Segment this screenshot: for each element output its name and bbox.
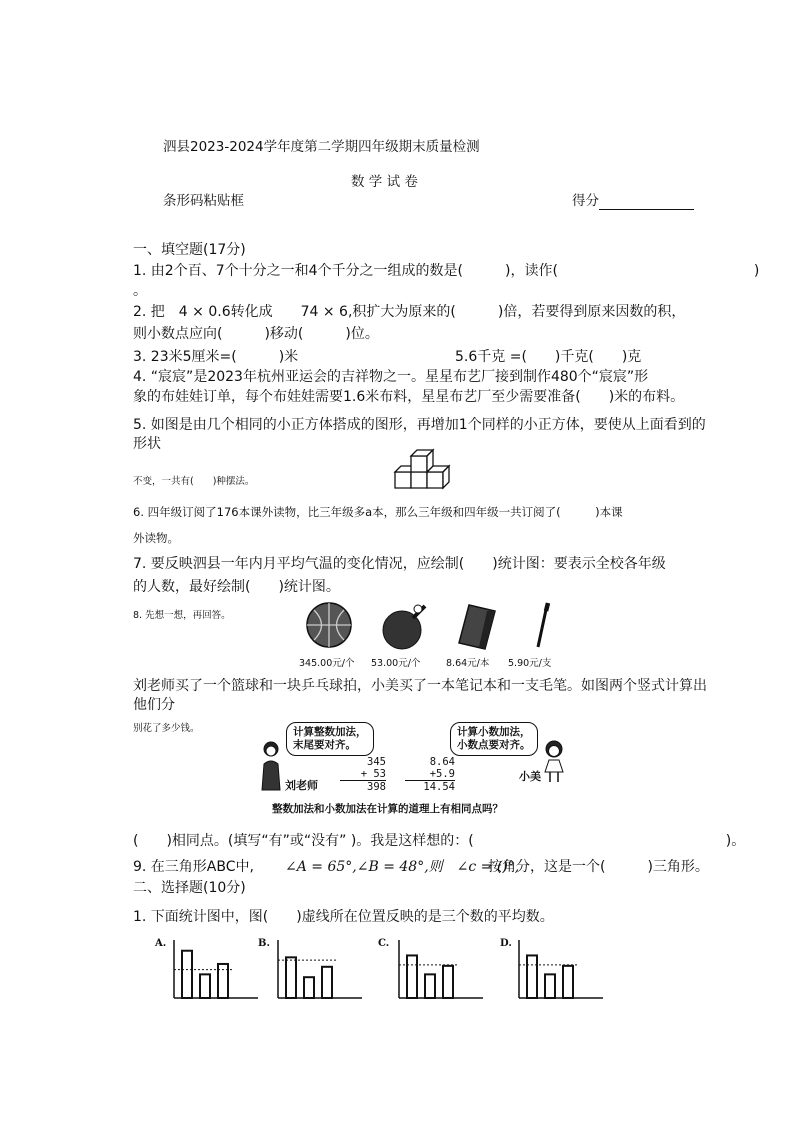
notebook-image	[457, 603, 497, 651]
girl-figure	[540, 738, 568, 786]
chart-b-bar-1	[286, 957, 296, 998]
girl-speech-bubble	[450, 722, 538, 756]
option-label-c[interactable]: C.	[378, 938, 390, 949]
q7-line2: 的人数，最好绘制( )统计图。	[133, 579, 340, 595]
teacher-label: 刘老师	[285, 779, 318, 792]
chart-option-c	[397, 940, 487, 1002]
q9-part1: 9. 在三角形ABC中,	[133, 859, 254, 875]
q8-text-line3: 别花了多少钱。	[133, 723, 200, 734]
calc-right	[405, 756, 455, 793]
q1-line1: 1. 由2个百、7个十分之一和4个千分之一组成的数是( )，读作( )	[133, 263, 760, 279]
calc-left	[340, 756, 386, 793]
q8-text-line1: 刘老师买了一个篮球和一块乒乓球拍，小美买了一本笔记本和一支毛笔。如图两个竖式计算出	[133, 678, 707, 694]
chart-d-bar-3	[563, 966, 573, 998]
chart-c-bar-1	[407, 955, 417, 998]
barcode-box-label: 条形码粘贴框	[163, 193, 244, 209]
score-label: 得分	[572, 193, 599, 209]
score-blank[interactable]	[599, 195, 694, 210]
q6-line1: 6. 四年级订阅了176本课外读物，比三年级多a本，那么三年级和四年级一共订阅了( )本课	[133, 505, 623, 519]
price-basketball: 345.00元/个	[299, 658, 355, 669]
chart-option-d	[517, 940, 607, 1002]
chart-d-bar-2	[545, 974, 555, 998]
chart-d-bar-1	[527, 955, 537, 998]
q8-question: 整数加法和小数加法在计算的道理上有相同点吗？	[272, 803, 503, 815]
chart-b-bar-2	[304, 977, 314, 998]
q9-part2: 按角分，这是一个( )三角形。	[488, 859, 709, 875]
option-label-d[interactable]: D.	[500, 938, 512, 949]
brush-pen-image	[533, 603, 553, 651]
q5-line3: 不变，一共有( )种摆法。	[133, 476, 255, 487]
calc-right-b: +5.9	[429, 768, 455, 780]
calc-right-a: 8.64	[429, 756, 455, 768]
bubble-left-line2: 末尾要对齐。	[293, 739, 356, 751]
bubble-left-line1: 计算整数加法，	[293, 726, 367, 738]
q5-line2: 形状	[133, 436, 161, 452]
q2-line2: 则小数点应向( )移动( )位。	[133, 326, 379, 342]
q2-line1: 2. 把 4 × 0.6转化成 74 × 6,积扩大为原来的( )倍，若要得到原来因数的积，	[133, 304, 686, 320]
q4-line2: 象的布娃娃订单，每个布娃娃需要1.6米布料，星星布艺厂至少需要准备( )米的布料。	[133, 389, 685, 405]
chart-a-bar-1	[182, 951, 192, 998]
chart-a-bar-3	[218, 964, 228, 998]
q6-line2: 外读物。	[133, 531, 179, 545]
price-notebook: 8.64元/本	[446, 658, 490, 669]
section1-heading: 一、填空题(17分)	[133, 242, 246, 258]
chart-a-bar-2	[200, 974, 210, 998]
exam-title: 泗县2023-2024学年度第二学期四年级期末质量检测	[163, 139, 480, 155]
cubes-figure	[393, 458, 453, 498]
teacher-speech-bubble	[286, 722, 374, 756]
section2-heading: 二、选择题(10分)	[133, 880, 246, 896]
q8-answer: ( )相同点。(填写“有”或“没有” )。我是这样想的：( )。	[133, 833, 746, 849]
q5-line1: 5. 如图是由几个相同的小正方体搭成的图形，再增加1个同样的小正方体，要使从上面看到的	[133, 417, 706, 433]
option-label-a[interactable]: A.	[155, 938, 167, 949]
exam-subtitle: 数 学 试 卷	[351, 174, 418, 190]
calc-left-result: 398	[340, 780, 386, 793]
option-label-b[interactable]: B.	[258, 938, 270, 949]
chart-option-b	[276, 940, 366, 1002]
q8-intro: 8. 先想一想，再回答。	[133, 610, 231, 621]
calc-left-b: + 53	[360, 768, 386, 780]
calc-left-a: 345	[367, 756, 386, 768]
girl-label: 小美	[519, 770, 541, 783]
price-brush: 5.90元/支	[508, 658, 552, 669]
teacher-figure	[258, 740, 284, 790]
q4-line1: 4. “宸宸”是2023年杭州亚运会的吉祥物之一。星星布艺厂接到制作480个“宸宸”形	[133, 369, 649, 385]
bubble-right-line2: 小数点要对齐。	[457, 739, 531, 751]
chart-option-a	[172, 940, 262, 1002]
q9-math: ∠A = 65°,∠B = 48°,则 ∠c = ()°,	[285, 859, 520, 875]
q7-line1: 7. 要反映泗县一年内月平均气温的变化情况，应绘制( )统计图：要表示全校各年级	[133, 556, 666, 572]
s2-q1: 1. 下面统计图中，图( )虚线所在位置反映的是三个数的平均数。	[133, 909, 554, 925]
q3-part1: 3. 23米5厘米=( )米	[133, 349, 299, 365]
price-paddle: 53.00元/个	[371, 658, 421, 669]
q1-line2: 。	[133, 283, 147, 299]
q3-part2: 5.6千克 =( )千克( )克	[455, 349, 642, 365]
chart-b-bar-3	[322, 967, 332, 998]
bubble-right-line1: 计算小数加法，	[457, 726, 531, 738]
calc-right-result: 14.54	[405, 780, 455, 793]
pingpong-paddle-image	[382, 602, 432, 652]
chart-c-bar-3	[443, 966, 453, 998]
score-field	[572, 192, 694, 210]
chart-c-bar-2	[425, 974, 435, 998]
basketball-image	[306, 602, 354, 650]
q8-text-line2: 他们分	[133, 697, 175, 713]
